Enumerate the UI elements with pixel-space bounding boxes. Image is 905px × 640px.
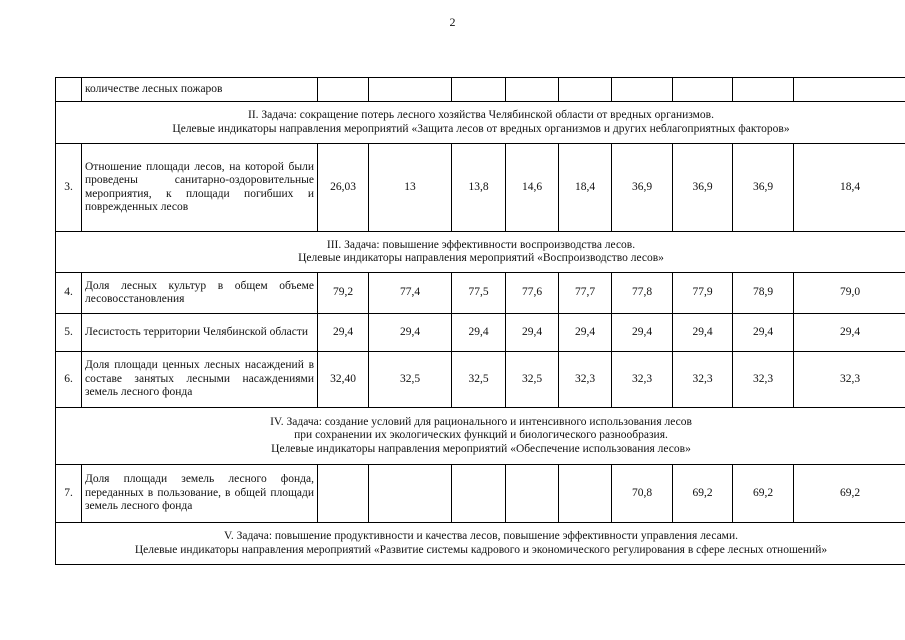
section-heading-4 [56, 408, 905, 465]
value-cell: 32,5 [369, 352, 452, 408]
value-cell: 77,9 [673, 273, 733, 314]
value-cell: 32,40 [318, 352, 369, 408]
value-cell: 32,5 [506, 352, 559, 408]
value-cell [673, 78, 733, 102]
value-cell [318, 78, 369, 102]
indicator-name-cell: Отношение площади лесов, на которой были проведены санитарно-оздоровительные мероприятия, к площади погибших и поврежденных лесов [82, 144, 318, 232]
indicator-name-cell: Доля площади земель лесного фонда, переданных в пользование, в общей площади земель лесного фонда [82, 465, 318, 523]
section-header-row-2 [56, 102, 905, 144]
page-number: 2 [449, 15, 456, 29]
row-number-cell: 4. [56, 273, 82, 314]
indicators-table [55, 77, 905, 565]
value-cell: 32,3 [612, 352, 673, 408]
table-row-carry-over [56, 78, 905, 102]
section-heading-5 [56, 523, 905, 565]
table-row-7 [56, 465, 905, 523]
section-indicators-line: Целевые индикаторы направления мероприятий «Развитие системы кадрового и экономического регулирования в сфере лесных отношений» [134, 543, 828, 556]
section-indicators-line: Целевые индикаторы направления мероприятий «Обеспечение использования лесов» [271, 442, 691, 455]
table-row-3 [56, 144, 905, 232]
value-cell: 18,4 [559, 144, 612, 232]
value-cell: 69,2 [673, 465, 733, 523]
value-cell: 79,2 [318, 273, 369, 314]
value-cell: 13 [369, 144, 452, 232]
value-cell: 29,4 [612, 314, 673, 352]
section-header-row-3 [56, 232, 905, 273]
value-cell: 77,8 [612, 273, 673, 314]
value-cell [506, 78, 559, 102]
value-cell [452, 465, 506, 523]
indicator-name-cell: Доля лесных культур в общем объеме лесовосстановления [82, 273, 318, 314]
section-header-row-4 [56, 408, 905, 465]
value-cell: 29,4 [559, 314, 612, 352]
value-cell: 36,9 [673, 144, 733, 232]
value-cell: 29,4 [673, 314, 733, 352]
value-cell: 32,5 [452, 352, 506, 408]
value-cell: 13,8 [452, 144, 506, 232]
value-cell: 36,9 [612, 144, 673, 232]
value-cell: 26,03 [318, 144, 369, 232]
value-cell: 69,2 [794, 465, 905, 523]
value-cell: 32,3 [673, 352, 733, 408]
value-cell [506, 465, 559, 523]
section-indicators-line: Целевые индикаторы направления мероприятий «Защита лесов от вредных организмов и других неблагоприятных факторов» [172, 122, 790, 135]
row-number-cell: 5. [56, 314, 82, 352]
value-cell: 77,4 [369, 273, 452, 314]
value-cell: 32,3 [794, 352, 905, 408]
value-cell: 29,4 [794, 314, 905, 352]
value-cell [559, 465, 612, 523]
indicator-name-cell: Лесистость территории Челябинской области [82, 314, 318, 352]
row-number-cell: 3. [56, 144, 82, 232]
section-heading-2 [56, 102, 905, 144]
row-number-cell: 6. [56, 352, 82, 408]
value-cell: 77,7 [559, 273, 612, 314]
section-title: II. Задача: сокращение потерь лесного хозяйства Челябинской области от вредных организмов. [248, 109, 714, 121]
section-heading-3 [56, 232, 905, 273]
section-title: V. Задача: повышение продуктивности и качества лесов, повышение эффективности управления лесами. [224, 530, 738, 542]
table-row-6 [56, 352, 905, 408]
section-title: IV. Задача: создание условий для рационального и интенсивного использования лесов [270, 415, 692, 428]
table-row-5 [56, 314, 905, 352]
value-cell: 29,4 [733, 314, 794, 352]
value-cell [612, 78, 673, 102]
section-indicators-line: Целевые индикаторы направления мероприятий «Воспроизводство лесов» [298, 252, 664, 264]
value-cell: 77,5 [452, 273, 506, 314]
value-cell: 70,8 [612, 465, 673, 523]
value-cell: 29,4 [452, 314, 506, 352]
value-cell [369, 78, 452, 102]
row-number-cell: 7. [56, 465, 82, 523]
value-cell: 18,4 [794, 144, 905, 232]
value-cell: 32,3 [559, 352, 612, 408]
value-cell [318, 465, 369, 523]
table-row-4 [56, 273, 905, 314]
row-number-cell [56, 78, 82, 102]
value-cell [733, 78, 794, 102]
value-cell: 29,4 [369, 314, 452, 352]
value-cell: 32,3 [733, 352, 794, 408]
indicator-name-cell: Доля площади ценных лесных насаждений в составе занятых лесными насаждениями земель лесного фонда [82, 352, 318, 408]
indicator-name-cell: количестве лесных пожаров [82, 78, 318, 102]
value-cell [794, 78, 905, 102]
value-cell: 78,9 [733, 273, 794, 314]
value-cell: 29,4 [318, 314, 369, 352]
section-title: III. Задача: повышение эффективности воспроизводства лесов. [326, 238, 636, 251]
value-cell [452, 78, 506, 102]
value-cell [369, 465, 452, 523]
value-cell: 77,6 [506, 273, 559, 314]
value-cell: 36,9 [733, 144, 794, 232]
value-cell: 69,2 [733, 465, 794, 523]
value-cell: 29,4 [506, 314, 559, 352]
section-subtitle: при сохранении их экологических функций и биологического разнообразия. [294, 429, 668, 442]
value-cell [559, 78, 612, 102]
section-header-row-5 [56, 523, 905, 565]
value-cell: 14,6 [506, 144, 559, 232]
value-cell: 79,0 [794, 273, 905, 314]
